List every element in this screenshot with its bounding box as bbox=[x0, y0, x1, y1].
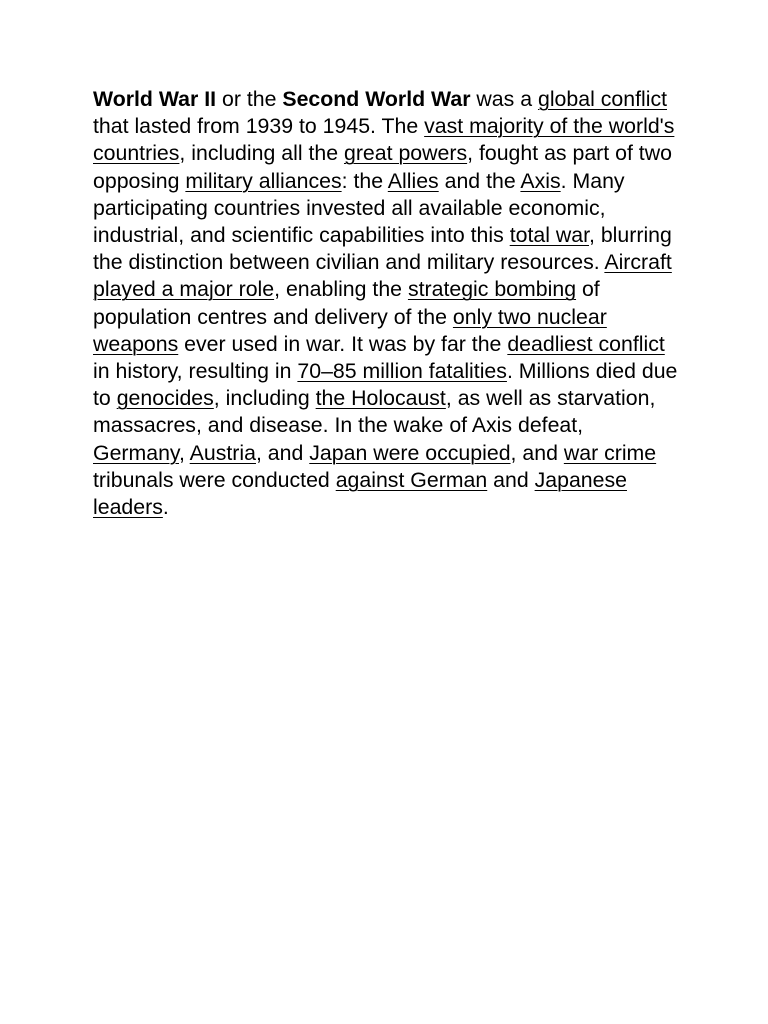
link-against-german[interactable]: against German bbox=[335, 467, 488, 492]
link-genocides[interactable]: genocides bbox=[116, 386, 214, 411]
text-run: , bbox=[179, 440, 190, 465]
link-holocaust[interactable]: the Holocaust bbox=[315, 386, 446, 411]
text-run: . Millions died due to bbox=[93, 359, 678, 411]
text-run: , as well as starvation, massacres, and disease. In the wake of Axis defeat, bbox=[93, 386, 656, 438]
text-run: : the bbox=[341, 168, 388, 193]
link-deadliest-conflict[interactable]: deadliest conflict bbox=[507, 331, 665, 356]
text-run: , and bbox=[510, 440, 564, 465]
text-run: and bbox=[487, 467, 535, 492]
link-nuclear-weapons[interactable]: only two nuclear weapons bbox=[93, 304, 607, 356]
link-war-crime[interactable]: war crime bbox=[563, 440, 657, 465]
link-aircraft-major-role[interactable]: Aircraft played a major role bbox=[93, 250, 672, 302]
link-fatalities[interactable]: 70–85 million fatalities bbox=[297, 359, 507, 384]
text-run: that lasted from 1939 to 1945. The bbox=[93, 114, 425, 139]
text-run: , including all the bbox=[179, 141, 344, 166]
link-total-war[interactable]: total war bbox=[509, 223, 589, 248]
link-germany[interactable]: Germany bbox=[93, 440, 179, 465]
text-run: tribunals were conducted bbox=[93, 467, 336, 492]
link-great-powers[interactable]: great powers bbox=[343, 141, 468, 166]
text-run: , including bbox=[213, 386, 316, 411]
link-japan-occupied[interactable]: Japan were occupied bbox=[309, 440, 511, 465]
bold-term: Second World War bbox=[282, 87, 471, 111]
text-run: , and bbox=[255, 440, 310, 465]
article-paragraph bbox=[93, 86, 679, 521]
text-run: , fought as part of two opposing bbox=[93, 141, 672, 193]
text-run: was a bbox=[470, 87, 538, 111]
link-vast-majority[interactable]: vast majority of the world's countries bbox=[93, 114, 675, 166]
link-strategic-bombing[interactable]: strategic bombing bbox=[407, 277, 577, 302]
text-run: or the bbox=[216, 87, 283, 111]
link-japanese-leaders[interactable]: Japanese leaders bbox=[93, 467, 627, 520]
text-run: and the bbox=[438, 168, 521, 193]
text-run: . Many participating countries invested all available economic, industrial, and scientific capabilities into this bbox=[93, 168, 625, 248]
text-run: , blurring the distinction between civilian and military resources. bbox=[93, 223, 672, 275]
link-military-alliances[interactable]: military alliances bbox=[185, 168, 342, 193]
text-run: , enabling the bbox=[274, 277, 408, 302]
text-run: of population centres and delivery of the bbox=[93, 277, 600, 329]
link-austria[interactable]: Austria bbox=[189, 440, 256, 465]
text-run: . bbox=[162, 495, 169, 520]
bold-term: World War II bbox=[93, 87, 217, 111]
text-run: in history, resulting in bbox=[93, 359, 298, 384]
link-global-conflict[interactable]: global conflict bbox=[537, 87, 668, 111]
text-run: ever used in war. It was by far the bbox=[178, 331, 508, 356]
link-allies[interactable]: Allies bbox=[387, 168, 439, 193]
link-axis[interactable]: Axis bbox=[520, 168, 561, 193]
